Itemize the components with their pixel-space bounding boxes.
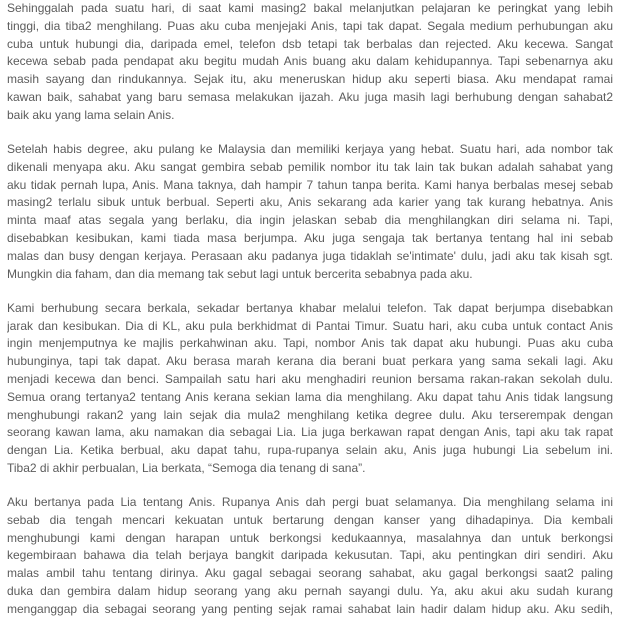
text-line: menghubungi rakan2 yang lain sejak dia mula2 menghilang ketika degree dulu. Aku terserempak dengan xyxy=(7,407,613,422)
text-line: baik aku yang lama selain Anis. xyxy=(7,107,175,122)
text-line: Sehinggalah pada suatu hari, di saat kami masing2 bakal melanjutkan pelajaran ke peringkat yang lebih xyxy=(7,1,613,15)
text-line: dikenali menyapa aku. Aku sangat gembira sebab pemilik nombor itu tak lain tak bukan adalah sahabat yang xyxy=(7,159,613,174)
text-line: Setelah habis degree, aku pulang ke Malaysia dan memiliki kerjaya yang hebat. Suatu hari, ada nombor tak xyxy=(7,141,613,156)
text-line: masing2 terlalu sibuk untuk berbual. Seperti aku, Anis sekarang ada karier yang tak kurang hebatnya. Anis xyxy=(7,195,613,210)
text-line: kawan baik, sahabat yang baru semasa melakukan ijazah. Aku juga masih lagi berhubung dengan sahabat2 xyxy=(7,89,613,104)
text-line: menganggap dia sebagai seorang yang penting sejak ramai sahabat lain hadir dalam hidup aku. Aku sedih, xyxy=(7,601,613,616)
text-line: kegembiraan bahawa dia telah berjaya bangkit daripada kekusutan. Tapi, aku pentingkan diri sendiri. Aku xyxy=(7,548,613,563)
text-line: minta maaf atas segala yang berlaku, dia ingin jelaskan sebab dia menghilangkan diri selama ni. Tapi, xyxy=(7,213,613,228)
text-line: malas dan busy dengan kerjaya. Perasaan aku padanya juga tidaklah se'intimate' dulu, jadi aku tak kisah sgt. xyxy=(7,248,613,263)
text-line: hubunginya, tapi tak dapat. Aku berasa marah kerana dia berani buat perkara yang sama sekali lagi. Aku xyxy=(7,354,613,369)
text-line: disebabkan kesibukan, kami tiada masa berjumpa. Aku juga sengaja tak bertanya tentang hal ini sebab xyxy=(7,230,613,245)
text-line: dengan Lia. Ketika berbual, aku dapat tahu, rupa-rupanya selain aku, Anis juga hubungi Lia sebelum ini. xyxy=(7,443,613,458)
paragraph-1 xyxy=(7,0,613,125)
paragraph-4 xyxy=(7,494,613,619)
text-line: cuba untuk hubungi dia, daripada emel, telefon dsb tetapi tak berbalas dan rejected. Aku kecewa. Sangat xyxy=(7,36,613,51)
text-line: ingin menjemputnya ke majlis perkahwinan aku. Tapi, nombor Anis tak dapat aku hubungi. Puas aku cuba xyxy=(7,336,613,351)
paragraph-2 xyxy=(7,141,613,283)
paragraph-3 xyxy=(7,300,613,478)
text-line: Semua orang tertanya2 tentang Anis kerana sekian lama dia menghilang. Aku dapat tahu Anis tidak langsung xyxy=(7,389,613,404)
text-line: kecewa sebab pada pendapat aku begitu mudah Anis buang aku dalam kehidupannya. Tapi sebenarnya aku xyxy=(7,54,613,69)
text-line: masih sayang dan rindukannya. Sejak itu, aku meneruskan hidup aku seperti biasa. Aku mendapat ramai xyxy=(7,72,613,87)
text-line: menjadi kecewa dan benci. Sampailah satu hari aku menghadiri reunion bersama rakan-rakan sekolah dulu. xyxy=(7,371,613,386)
text-line: menghubungi kami dengan harapan untuk berkongsi kedukaannya, masalahnya dan untuk berkongsi xyxy=(7,530,613,545)
text-line: Mungkin dia faham, dan dia memang tak sebut lagi untuk bercerita sebabnya pada aku. xyxy=(7,266,473,281)
text-line: sebab dia tengah mencari kekuatan untuk bertarung dengan kanser yang dihadapinya. Dia kembali xyxy=(7,512,613,527)
text-line: duka dan gembira dalam hidup seorang yang aku pernah sayangi dulu. Ya, aku akui aku sudah kurang xyxy=(7,584,613,599)
text-line: aku tidak pernah lupa, Anis. Mana taknya, dah hampir 7 tahun tanpa berita. Kami hanya berbalas mesej sebab xyxy=(7,177,613,192)
text-line: Aku bertanya pada Lia tentang Anis. Rupanya Anis dah pergi buat selamanya. Dia menghilang selama ini xyxy=(7,495,613,510)
text-line: tinggi, dia tiba2 menghilang. Puas aku cuba menjejaki Anis, tapi tak dapat. Segala medium perhubungan aku xyxy=(7,18,613,33)
text-line: malas ambil tahu tentang dirinya. Aku gagal sebagai seorang sahabat, aku gagal berkongsi saat2 paling xyxy=(7,566,613,581)
text-line: Kami berhubung secara berkala, sekadar bertanya khabar melalui telefon. Tak dapat berjumpa disebabkan xyxy=(7,300,613,315)
text-line: Tiba2 di akhir perbualan, Lia berkata, “Semoga dia tenang di sana”. xyxy=(7,460,366,475)
text-line: jarak dan kesibukan. Dia di KL, aku pula berkhidmat di Pantai Timur. Suatu hari, aku cuba untuk contact Anis xyxy=(7,318,613,333)
text-line: seorang kawan lama, aku namakan dia sebagai Lia. Lia juga berkawan rapat dengan Anis, tapi aku tak rapat xyxy=(7,425,613,440)
